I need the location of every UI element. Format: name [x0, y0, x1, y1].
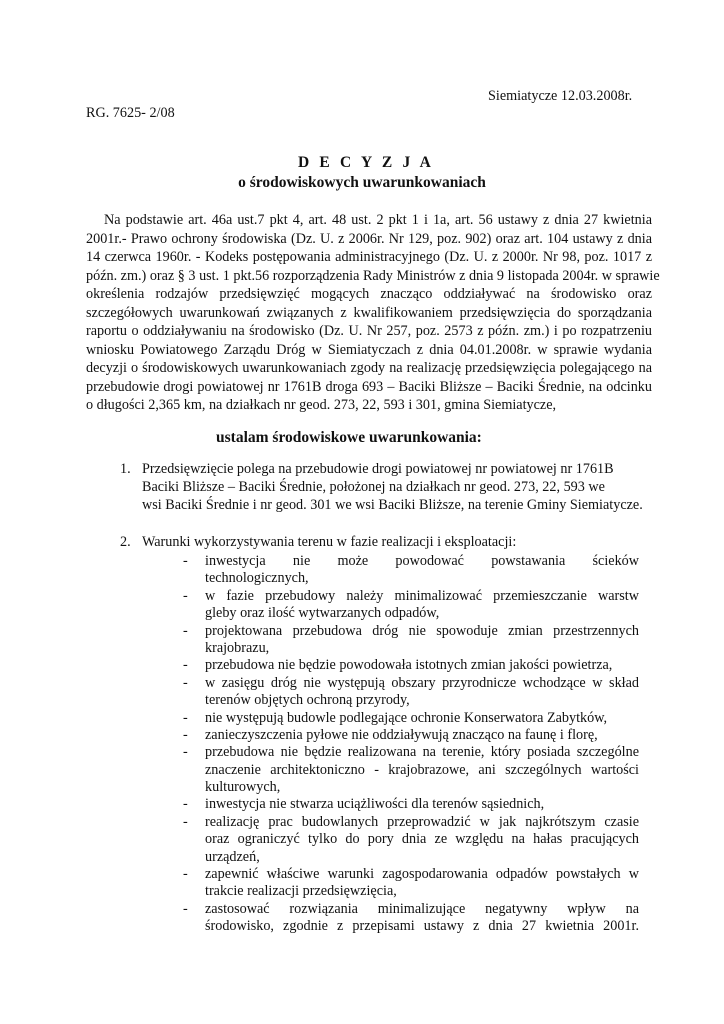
reference-number: RG. 7625- 2/08 [86, 105, 175, 121]
point-line: Baciki Bliższe – Baciki Średnie, położonej na działkach nr geod. 273, 22, 593 we [142, 479, 605, 495]
list-dash: - [183, 900, 188, 917]
condition-item [183, 674, 639, 709]
paragraph-line: określenia rodzajów przedsięwzięć mogących znacząco oddziaływać na środowisko oraz [86, 286, 652, 302]
list-dash: - [183, 657, 188, 674]
paragraph-line: wniosku Powiatowego Zarządu Dróg w Siemiatyczach z dnia 04.01.2008r. w sprawie wydania [86, 341, 652, 358]
point-number: 2. [120, 534, 131, 550]
condition-line: oraz ograniczyć tylko do pory dnia ze względu na hałas pracujących [205, 831, 639, 848]
condition-line: kulturowych, [205, 779, 281, 796]
point-body [142, 460, 660, 514]
condition-text [205, 709, 639, 726]
point-line: Przedsięwzięcie polega na przebudowie drogi powiatowej nr powiatowej nr 1761B [142, 461, 614, 477]
condition-line: znaczenie architektoniczno - krajobrazowe, ani szczególnych wartości [205, 761, 639, 778]
paragraph-line: 14 czerwca 1960r. - Kodeks postępowania administracyjnego (Dz. U. z 2000r. Nr 98, poz. 1017 z [86, 249, 652, 265]
condition-text [205, 865, 639, 900]
place-date: Siemiatycze 12.03.2008r. [488, 88, 633, 104]
paragraph-line: Na podstawie art. 46a ust.7 pkt 4, art. 48 ust. 2 pkt 1 i 1a, art. 56 ustawy z dnia 27 kwietnia [104, 212, 652, 228]
list-dash: - [183, 866, 188, 883]
condition-line: krajobrazu, [205, 639, 270, 656]
condition-line: przebudowa nie będzie powodowała istotnych zmian jakości powietrza, [205, 657, 613, 674]
decision-subtitle: o środowiskowych uwarunkowaniach [238, 174, 486, 191]
point-body [142, 533, 660, 551]
list-dash: - [183, 796, 188, 813]
condition-item [183, 865, 639, 900]
list-dash: - [183, 587, 188, 604]
condition-line: inwestycja nie stwarza uciążliwości dla terenów sąsiednich, [205, 796, 545, 813]
condition-text [205, 656, 639, 673]
condition-line: terenów objętych ochroną przyrody, [205, 692, 410, 709]
decision-title: D E C Y Z J A [297, 154, 435, 171]
list-dash: - [183, 709, 188, 726]
condition-item [183, 552, 639, 587]
condition-line: gleby oraz ilość wytwarzanych odpadów, [205, 605, 440, 622]
condition-line: w fazie przebudowy należy minimalizować przemieszczanie warstw [205, 587, 639, 604]
condition-text [205, 726, 639, 743]
condition-text [205, 900, 639, 935]
condition-line: zapewnić właściwe warunki zagospodarowania odpadów powstałych w [205, 866, 639, 883]
condition-text [205, 587, 639, 622]
paragraph-line: decyzji o środowiskowych uwarunkowaniach zgody na realizację przedsięwzięcia polegającego na [86, 360, 652, 376]
condition-item [183, 900, 639, 935]
legal-basis-paragraph [86, 211, 660, 415]
condition-item [183, 656, 639, 673]
condition-text [205, 795, 639, 812]
paragraph-line: przebudowie drogi powiatowej nr 1761B droga 693 – Baciki Bliższe – Baciki Średnie, na odcinku [86, 378, 652, 395]
condition-item [183, 813, 639, 865]
condition-line: realizację prac budowlanych przeprowadzić w jak najkrótszym czasie [205, 813, 639, 830]
condition-text [205, 743, 639, 795]
condition-item [183, 795, 639, 812]
condition-line: inwestycja nie może powodować powstawania ścieków [205, 553, 639, 569]
condition-line: zanieczyszczenia pyłowe nie oddziaływują znacząco na faunę i florę, [205, 726, 598, 743]
paragraph-line: raportu o oddziaływaniu na środowisko (Dz. U. Nr 257, poz. 2573 z późn. zm.) i po rozpatrzeniu [86, 323, 652, 339]
condition-line: zastosować rozwiązania minimalizujące negatywny wpływ na [205, 900, 639, 917]
condition-line: przebudowa nie będzie realizowana na terenie, który posiada szczególne [205, 744, 639, 761]
condition-line: technologicznych, [205, 570, 309, 587]
point-number: 1. [120, 461, 131, 477]
condition-item [183, 709, 639, 726]
condition-line: projektowana przebudowa dróg nie spowoduje zmian przestrzennych [205, 622, 639, 639]
condition-item [183, 587, 639, 622]
list-dash: - [183, 553, 188, 569]
list-dash: - [183, 726, 188, 743]
paragraph-line: 2001r.- Prawo ochrony środowiska (Dz. U. z 2006r. Nr 129, poz. 902) oraz art. 104 ustawy z dnia [86, 230, 652, 247]
list-dash: - [183, 813, 188, 830]
condition-line: urządzeń, [205, 848, 260, 865]
point-line: wsi Baciki Średnie i nr geod. 301 we wsi Baciki Bliższe, na terenie Gminy Siemiatycze. [142, 497, 643, 513]
condition-line: trakcie realizacji przedsięwzięcia, [205, 883, 397, 900]
condition-text [205, 622, 639, 657]
condition-item [183, 743, 639, 795]
section-heading: ustalam środowiskowe uwarunkowania: [216, 429, 482, 446]
condition-text [205, 674, 639, 709]
paragraph-line: szczegółowych uwarunkowań związanych z kwalifikowaniem przedsięwzięcia do sporządzania [86, 304, 652, 321]
point-line: Warunki wykorzystywania terenu w fazie realizacji i eksploatacji: [142, 534, 517, 550]
condition-line: w zasięgu dróg nie występują obszary przyrodnicze wchodzące w skład [205, 674, 639, 691]
paragraph-line: późn. zm.) oraz § 3 ust. 1 pkt.56 rozporządzenia Rady Ministrów z dnia 9 listopada 2004r. w sprawie [86, 267, 660, 284]
list-dash: - [183, 744, 188, 761]
conditions-list [183, 552, 639, 935]
paragraph-line: o długości 2,365 km, na działkach nr geod. 273, 22, 593 i 301, gmina Siemiatycze, [86, 397, 557, 413]
condition-item [183, 726, 639, 743]
condition-text [205, 813, 639, 865]
condition-item [183, 622, 639, 657]
condition-line: środowisko, zgodnie z przepisami ustawy z dnia 27 kwietnia 2001r. [205, 918, 639, 935]
list-dash: - [183, 674, 188, 691]
list-dash: - [183, 622, 188, 639]
condition-line: nie występują budowle podlegające ochronie Konserwatora Zabytków, [205, 709, 608, 726]
condition-text [205, 552, 639, 587]
